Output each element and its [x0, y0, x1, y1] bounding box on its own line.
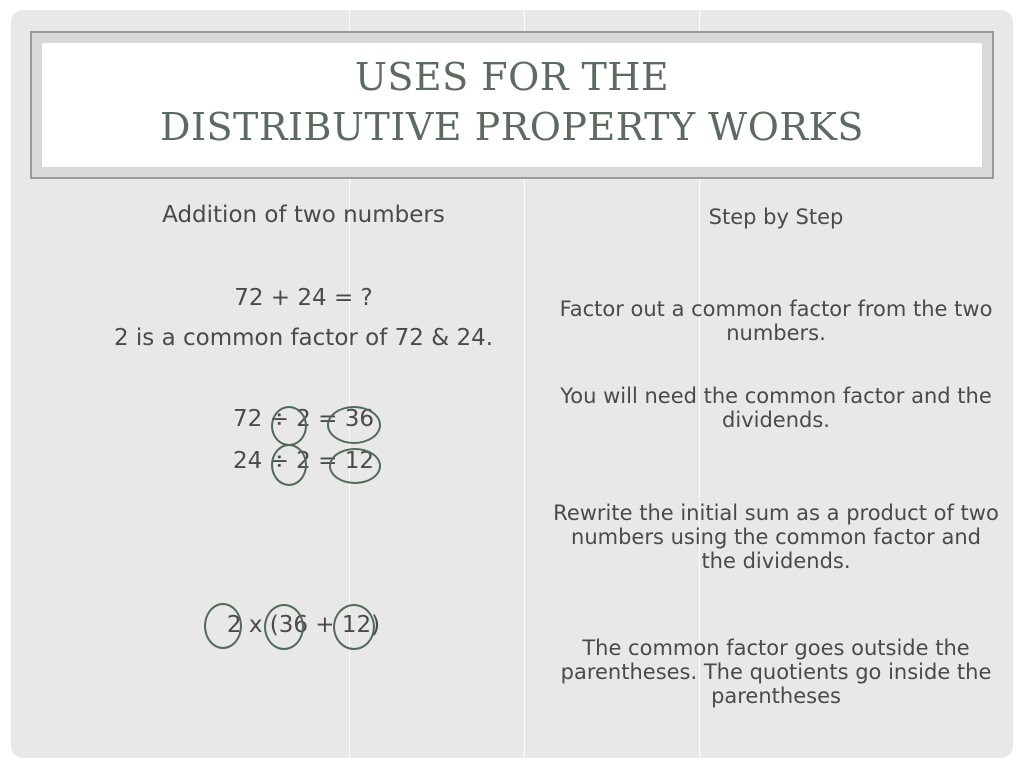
right-heading: Step by Step	[708, 205, 844, 229]
division-line-2: 24 ÷ 2 = 12	[233, 448, 374, 474]
division-line-1: 72 ÷ 2 = 36	[233, 406, 374, 432]
step-3: Rewrite the initial sum as a product of two numbers using the common factor and the dividends.	[553, 501, 999, 573]
circle-annotation	[271, 406, 307, 446]
circle-annotation	[264, 604, 304, 650]
circle-annotation	[327, 406, 381, 444]
step-2: You will need the common factor and the dividends.	[560, 384, 992, 432]
circle-annotation	[204, 603, 242, 649]
equation: 72 + 24 = ?	[234, 285, 373, 311]
common-factor-note: 2 is a common factor of 72 & 24.	[113, 325, 494, 351]
slide	[11, 10, 1013, 758]
left-heading: Addition of two numbers	[162, 202, 445, 228]
step-1: Factor out a common factor from the two numbers.	[559, 297, 993, 345]
slide-title-line-1: USES FOR THE	[354, 55, 670, 99]
slide-title-line-2: DISTRIBUTIVE PROPERTY WORKS	[160, 105, 864, 149]
distributive-result: 2 x (36 + 12)	[226, 612, 381, 638]
title-box	[42, 43, 982, 167]
step-4: The common factor goes outside the parentheses. The quotients go inside the parentheses	[560, 636, 992, 708]
circle-annotation	[329, 448, 381, 484]
circle-annotation	[271, 444, 307, 486]
title-frame	[30, 31, 994, 179]
circle-annotation	[333, 604, 375, 650]
